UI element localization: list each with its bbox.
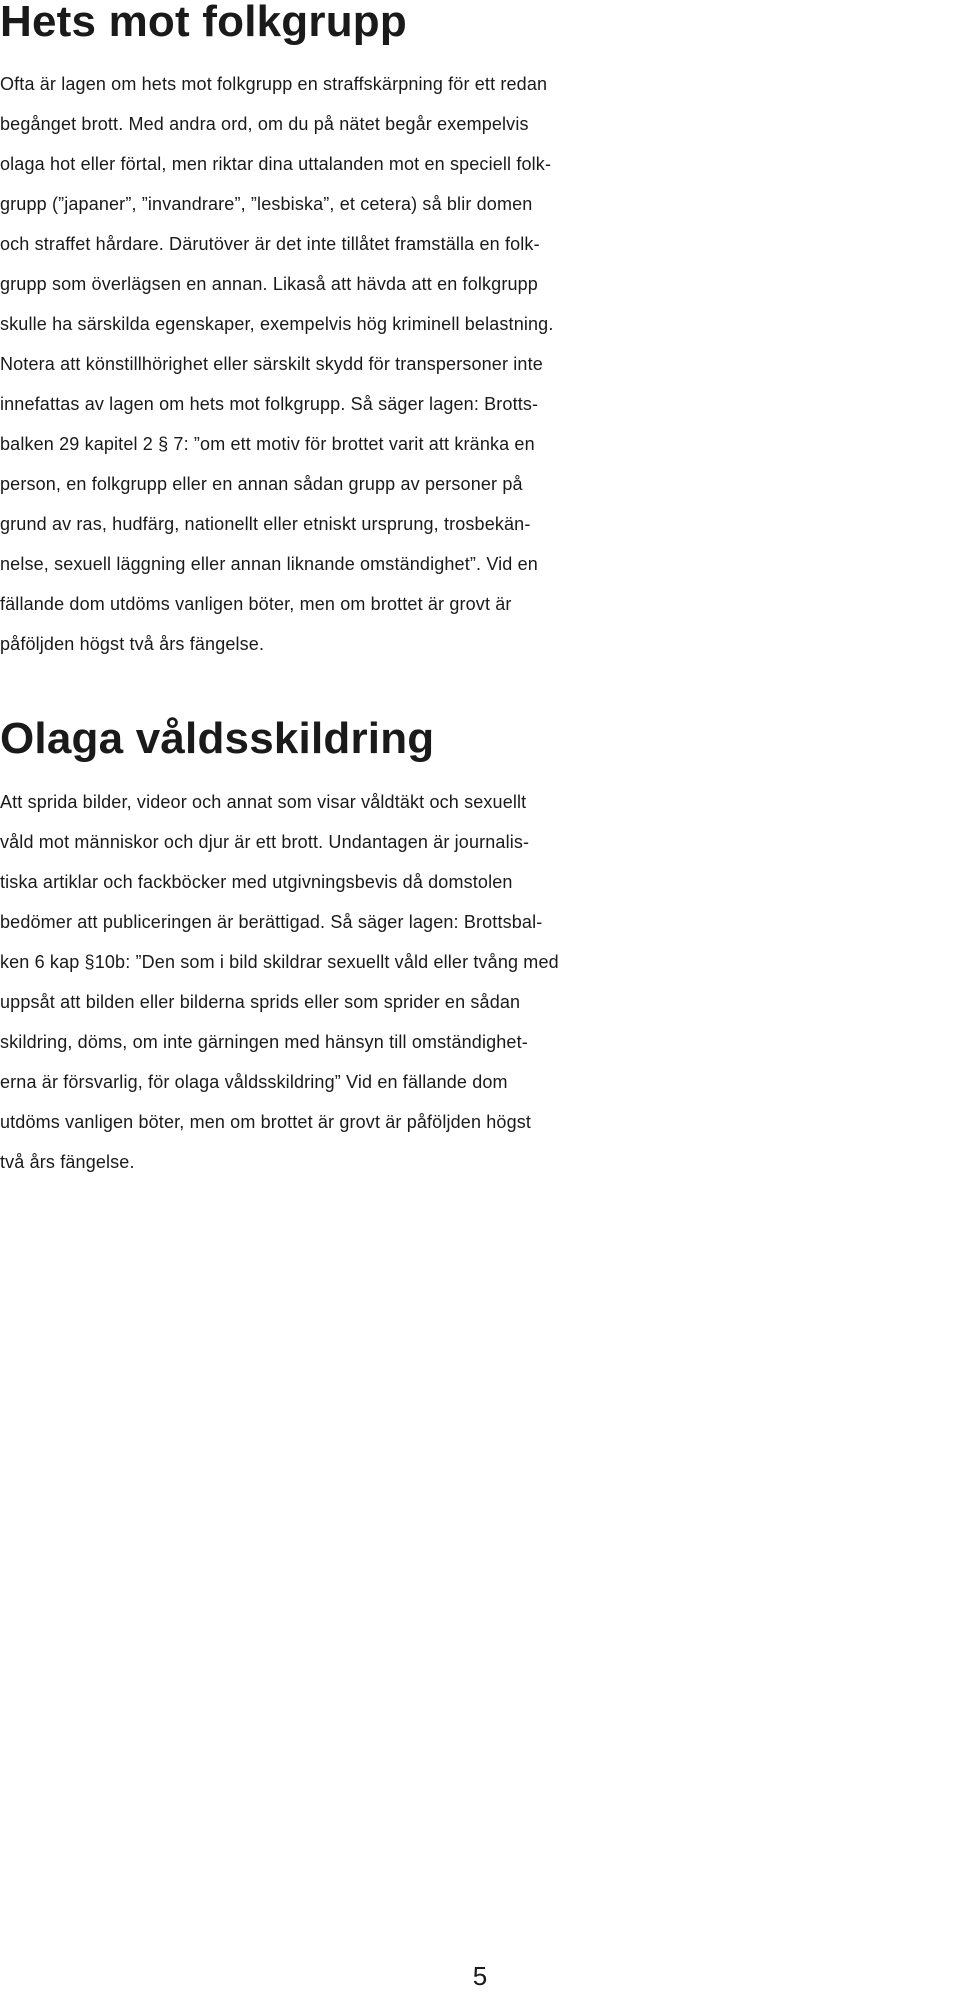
- paragraph-line: påföljden högst två års fängelse.: [0, 634, 265, 654]
- paragraph-line: utdöms vanligen böter, men om brottet är grovt är påföljden högst: [0, 1112, 532, 1132]
- paragraph-line: bedömer att publiceringen är berättigad. Så säger lagen: Brottsbal-: [0, 912, 543, 932]
- paragraph-line: tiska artiklar och fackböcker med utgivningsbevis då domstolen: [0, 872, 513, 892]
- paragraph-line: grund av ras, hudfärg, nationellt eller etniskt ursprung, trosbekän-: [0, 514, 531, 534]
- paragraph-line: våld mot människor och djur är ett brott. Undantagen är journalis-: [0, 832, 530, 852]
- paragraph-line: ken 6 kap §10b: ”Den som i bild skildrar sexuellt våld eller tvång med: [0, 952, 559, 972]
- paragraph-line: erna är försvarlig, för olaga våldsskildring” Vid en fällande dom: [0, 1072, 508, 1092]
- paragraph-line: fällande dom utdöms vanligen böter, men om brottet är grovt är: [0, 594, 512, 614]
- paragraph-line: person, en folkgrupp eller en annan sådan grupp av personer på: [0, 474, 523, 494]
- paragraph-line: Att sprida bilder, videor och annat som visar våldtäkt och sexuellt: [0, 792, 527, 812]
- section-heading-olaga-valdsskildring: Olaga våldsskildring: [0, 714, 435, 763]
- paragraph-line: skildring, döms, om inte gärningen med hänsyn till omständighet-: [0, 1032, 528, 1052]
- paragraph-line: två års fängelse.: [0, 1152, 135, 1172]
- section-body-hets-mot-folkgrupp: [0, 64, 960, 664]
- paragraph-line: och straffet hårdare. Därutöver är det inte tillåtet framställa en folk-: [0, 234, 540, 254]
- section-body-olaga-valdsskildring: [0, 782, 960, 1182]
- paragraph-line: skulle ha särskilda egenskaper, exempelvis hög kriminell belastning.: [0, 314, 554, 334]
- page-number: 5: [472, 1961, 488, 1991]
- paragraph-line: Ofta är lagen om hets mot folkgrupp en straffskärpning för ett redan: [0, 74, 548, 94]
- paragraph-line: nelse, sexuell läggning eller annan liknande omständighet”. Vid en: [0, 554, 538, 574]
- paragraph-line: begånget brott. Med andra ord, om du på nätet begår exempelvis: [0, 114, 529, 134]
- paragraph-line: balken 29 kapitel 2 § 7: ”om ett motiv för brottet varit att kränka en: [0, 434, 535, 454]
- paragraph-line: uppsåt att bilden eller bilderna sprids eller som sprider en sådan: [0, 992, 521, 1012]
- paragraph-line: grupp som överlägsen en annan. Likaså att hävda att en folkgrupp: [0, 274, 538, 294]
- paragraph-line: innefattas av lagen om hets mot folkgrupp. Så säger lagen: Brotts-: [0, 394, 539, 414]
- paragraph-line: Notera att könstillhörighet eller särskilt skydd för transpersoner inte: [0, 354, 543, 374]
- section-heading-hets-mot-folkgrupp: Hets mot folkgrupp: [0, 0, 407, 46]
- paragraph-line: grupp (”japaner”, ”invandrare”, ”lesbiska”, et cetera) så blir domen: [0, 194, 533, 214]
- paragraph-line: olaga hot eller förtal, men riktar dina uttalanden mot en speciell folk-: [0, 154, 552, 174]
